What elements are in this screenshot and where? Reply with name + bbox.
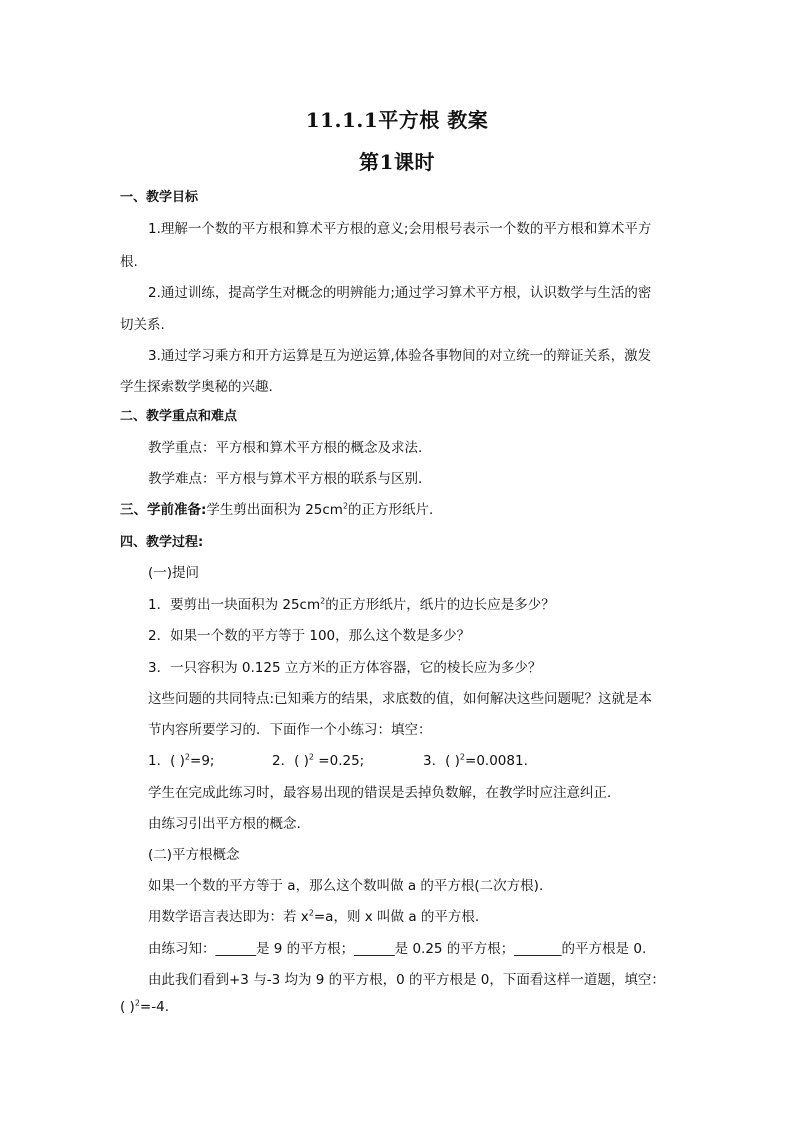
- conclusion-line-1: 由此我们看到+3 与-3 均为 9 的平方根，0 的平方根是 0，下面看这样一道题，填空：: [148, 972, 665, 988]
- conclusion-line-2: [120, 999, 169, 1015]
- key-point-text: 教学重点：平方根和算术平方根的概念及求法.: [148, 440, 423, 456]
- teaching-note-1: 学生在完成此练习时，最容易出现的错误是丢掉负数解，在教学时应注意纠正．: [148, 785, 621, 801]
- exercise-3: [423, 749, 528, 769]
- document-title: 11.1.1平方根 教案: [305, 108, 489, 132]
- common-feature-line-1: 这些问题的共同特点:已知乘方的结果，求底数的值，如何解决这些问题呢？这就是本: [148, 691, 653, 707]
- difficulty-text: 教学难点：平方根与算术平方根的联系与区别.: [148, 471, 423, 487]
- preparation-text: 学生剪出面积为 25cm: [206, 502, 343, 518]
- preparation-line: [120, 498, 433, 518]
- superscript: 2: [134, 998, 140, 1008]
- math-expression-text: 用数学语言表达即为：若 x: [148, 909, 309, 925]
- question-1-text-end: 的正方形纸片，纸片的边长应是多少？: [325, 597, 555, 613]
- objective-2-line-1: 2.通过训练，提高学生对概念的明辨能力;通过学习算术平方根，认识数学与生活的密: [148, 285, 652, 301]
- question-3: 3．一只容积为 0.125 立方米的正方体容器，它的棱长应为多少？: [148, 660, 542, 676]
- exercise-2-text: 2．( ): [272, 753, 309, 769]
- superscript: 2: [308, 752, 315, 762]
- superscript: 2: [342, 501, 349, 511]
- math-expression-line: [148, 905, 479, 925]
- exercise-3-text-end: =0.0081.: [465, 753, 528, 769]
- conclusion-text-end: =-4.: [139, 999, 169, 1015]
- superscript: 2: [320, 596, 326, 606]
- part-2-title: (二)平方根概念: [148, 847, 240, 863]
- math-expression-text-end: =a，则 x 叫做 a 的平方根.: [313, 909, 480, 925]
- document-subtitle: 第1课时: [359, 150, 435, 174]
- objective-3-line-2: 学生探索数学奥秘的兴趣.: [120, 379, 273, 395]
- definition-text: 如果一个数的平方等于 a，那么这个数叫做 a 的平方根(二次方根).: [148, 878, 544, 894]
- objective-3-line-1: 3.通过学习乘方和开方运算是互为逆运算,体验各事物间的对立统一的辩证关系，激发: [148, 348, 652, 364]
- conclusion-text: ( ): [120, 999, 135, 1015]
- objective-1-line-1: 1.理解一个数的平方根和算术平方根的意义;会用根号表示一个数的平方根和算术平方: [148, 221, 652, 237]
- exercise-2: [272, 749, 364, 769]
- superscript: 2: [459, 752, 466, 762]
- exercise-3-text: 3．( ): [423, 753, 460, 769]
- question-1: [148, 593, 555, 613]
- fill-blank-line: 由练习知：______是 9 的平方根；______是 0.25 的平方根；_______的平方根是 0.: [148, 941, 647, 957]
- objective-1-line-2: 根.: [120, 254, 138, 270]
- common-feature-line-2: 节内容所要学习的．下面作一个小练习：填空：: [148, 722, 432, 738]
- exercise-1: [148, 749, 214, 769]
- superscript: 2: [184, 752, 191, 762]
- question-2: 2．如果一个数的平方等于 100，那么这个数是多少？: [148, 628, 471, 644]
- question-1-text: 1．要剪出一块面积为 25cm: [148, 597, 321, 613]
- objective-2-line-2: 切关系.: [120, 317, 165, 333]
- preparation-text-end: 的正方形纸片.: [348, 502, 434, 518]
- section-heading-process: 四、教学过程:: [120, 535, 204, 550]
- section-heading-key-points: 二、教学重点和难点: [120, 409, 238, 424]
- section-heading-preparation: 三、学前准备:: [120, 502, 207, 518]
- part-1-title: (一)提问: [148, 565, 200, 581]
- section-heading-objectives: 一、教学目标: [120, 190, 199, 205]
- exercise-2-text-end: =0.25;: [314, 753, 365, 769]
- superscript: 2: [308, 908, 314, 918]
- teaching-note-2: 由练习引出平方根的概念.: [148, 816, 301, 832]
- exercise-1-text-end: =9;: [190, 753, 215, 769]
- exercise-1-text: 1．( ): [148, 753, 185, 769]
